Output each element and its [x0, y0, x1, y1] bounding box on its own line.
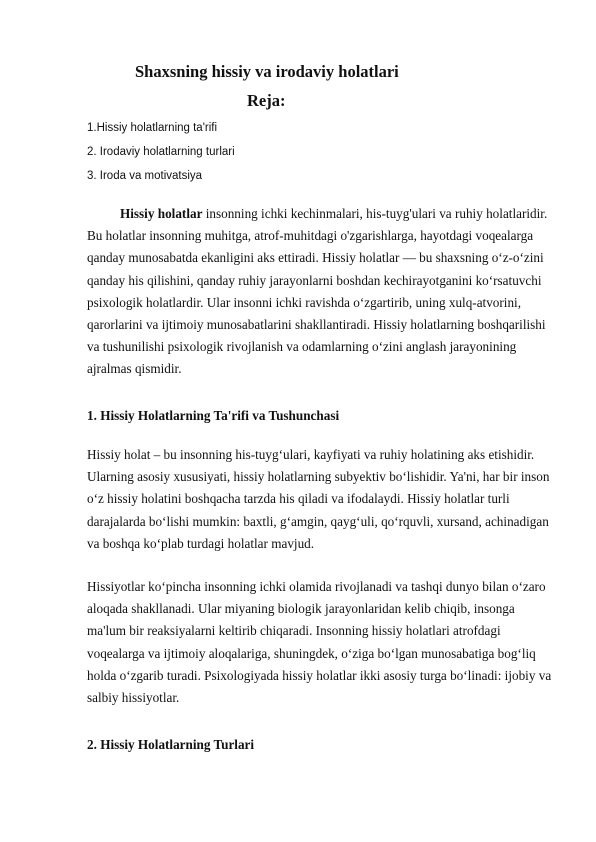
intro-paragraph	[87, 203, 557, 381]
plan-list	[87, 120, 235, 192]
plan-item: 3. Iroda va motivatsiya	[87, 170, 203, 182]
intro-text: insonning ichki kechinmalari, his-tuyg'ulari va ruhiy holatlaridir. Bu holatlar insonning muhitga, atrof-muhitdagi o'zgarishlarga, hayotdagi voqealarga qanday munosabatda ekanligini aks ettiradi. Hissiy holatlar — bu shaxsning o‘z-o‘zini qanday his qilishini, qanday ruhiy jarayonlarni boshdan kechirayotganini ko‘rsatuvchi psixologik holatlardir. Ular insonni ichki ravishda o‘zgartirib, uning xulq-atvorini, qarorlarini va ijtimoiy munosabatlarini shakllantiradi. Hissiy holatlarning boshqarilishi va tushunilishi psixologik rivojlanish va odamlarning o‘zini anglash jarayonining ajralmas qismidir.	[87, 206, 548, 377]
plan-item: 2. Irodaviy holatlarning turlari	[87, 146, 235, 158]
section-1-heading: 1. Hissiy Holatlarning Ta'rifi va Tushunchasi	[87, 408, 340, 423]
section-2-heading: 2. Hissiy Holatlarning Turlari	[87, 737, 255, 752]
plan-item: 1.Hissiy holatlarning ta'rifi	[87, 122, 218, 134]
intro-lead-term: Hissiy holatlar	[120, 206, 203, 221]
document-title: Shaxsning hissiy va irodaviy holatlari	[135, 62, 399, 81]
section-1-paragraph-2: Hissiyotlar ko‘pincha insonning ichki olamida rivojlanadi va tashqi dunyo bilan o‘zaro aloqada shakllanadi. Ular miyaning biologik jarayonlaridan kelib chiqib, insonga ma'lum bir reaksiyalarni keltirib chiqaradi. Insonning hissiy holatlari atrofdagi voqealarga va ijtimoiy aloqalariga, shuningdek, o‘ziga bo‘lgan munosabatiga bog‘liq holda o‘zgarib turadi. Psixologiyada hissiy holatlar ikki asosiy turga bo‘linadi: ijobiy va salbiy hissiyotlar.	[87, 579, 552, 706]
plan-heading: Reja:	[247, 91, 286, 110]
section-1-paragraph-1: Hissiy holat – bu insonning his-tuyg‘ulari, kayfiyati va ruhiy holatining aks etishidir. Ularning asosiy xususiyati, hissiy holatlarning subyektiv bo‘lishidir. Ya'ni, har bir inson o‘z hissiy holatini boshqacha tarzda his qiladi va ifodalaydi. Hissiy holatlar turli darajalarda bo‘lishi mumkin: baxtli, g‘amgin, qayg‘uli, qo‘rquvli, xursand, achinadigan va boshqa ko‘plab turdagi holatlar mavjud.	[87, 447, 550, 551]
